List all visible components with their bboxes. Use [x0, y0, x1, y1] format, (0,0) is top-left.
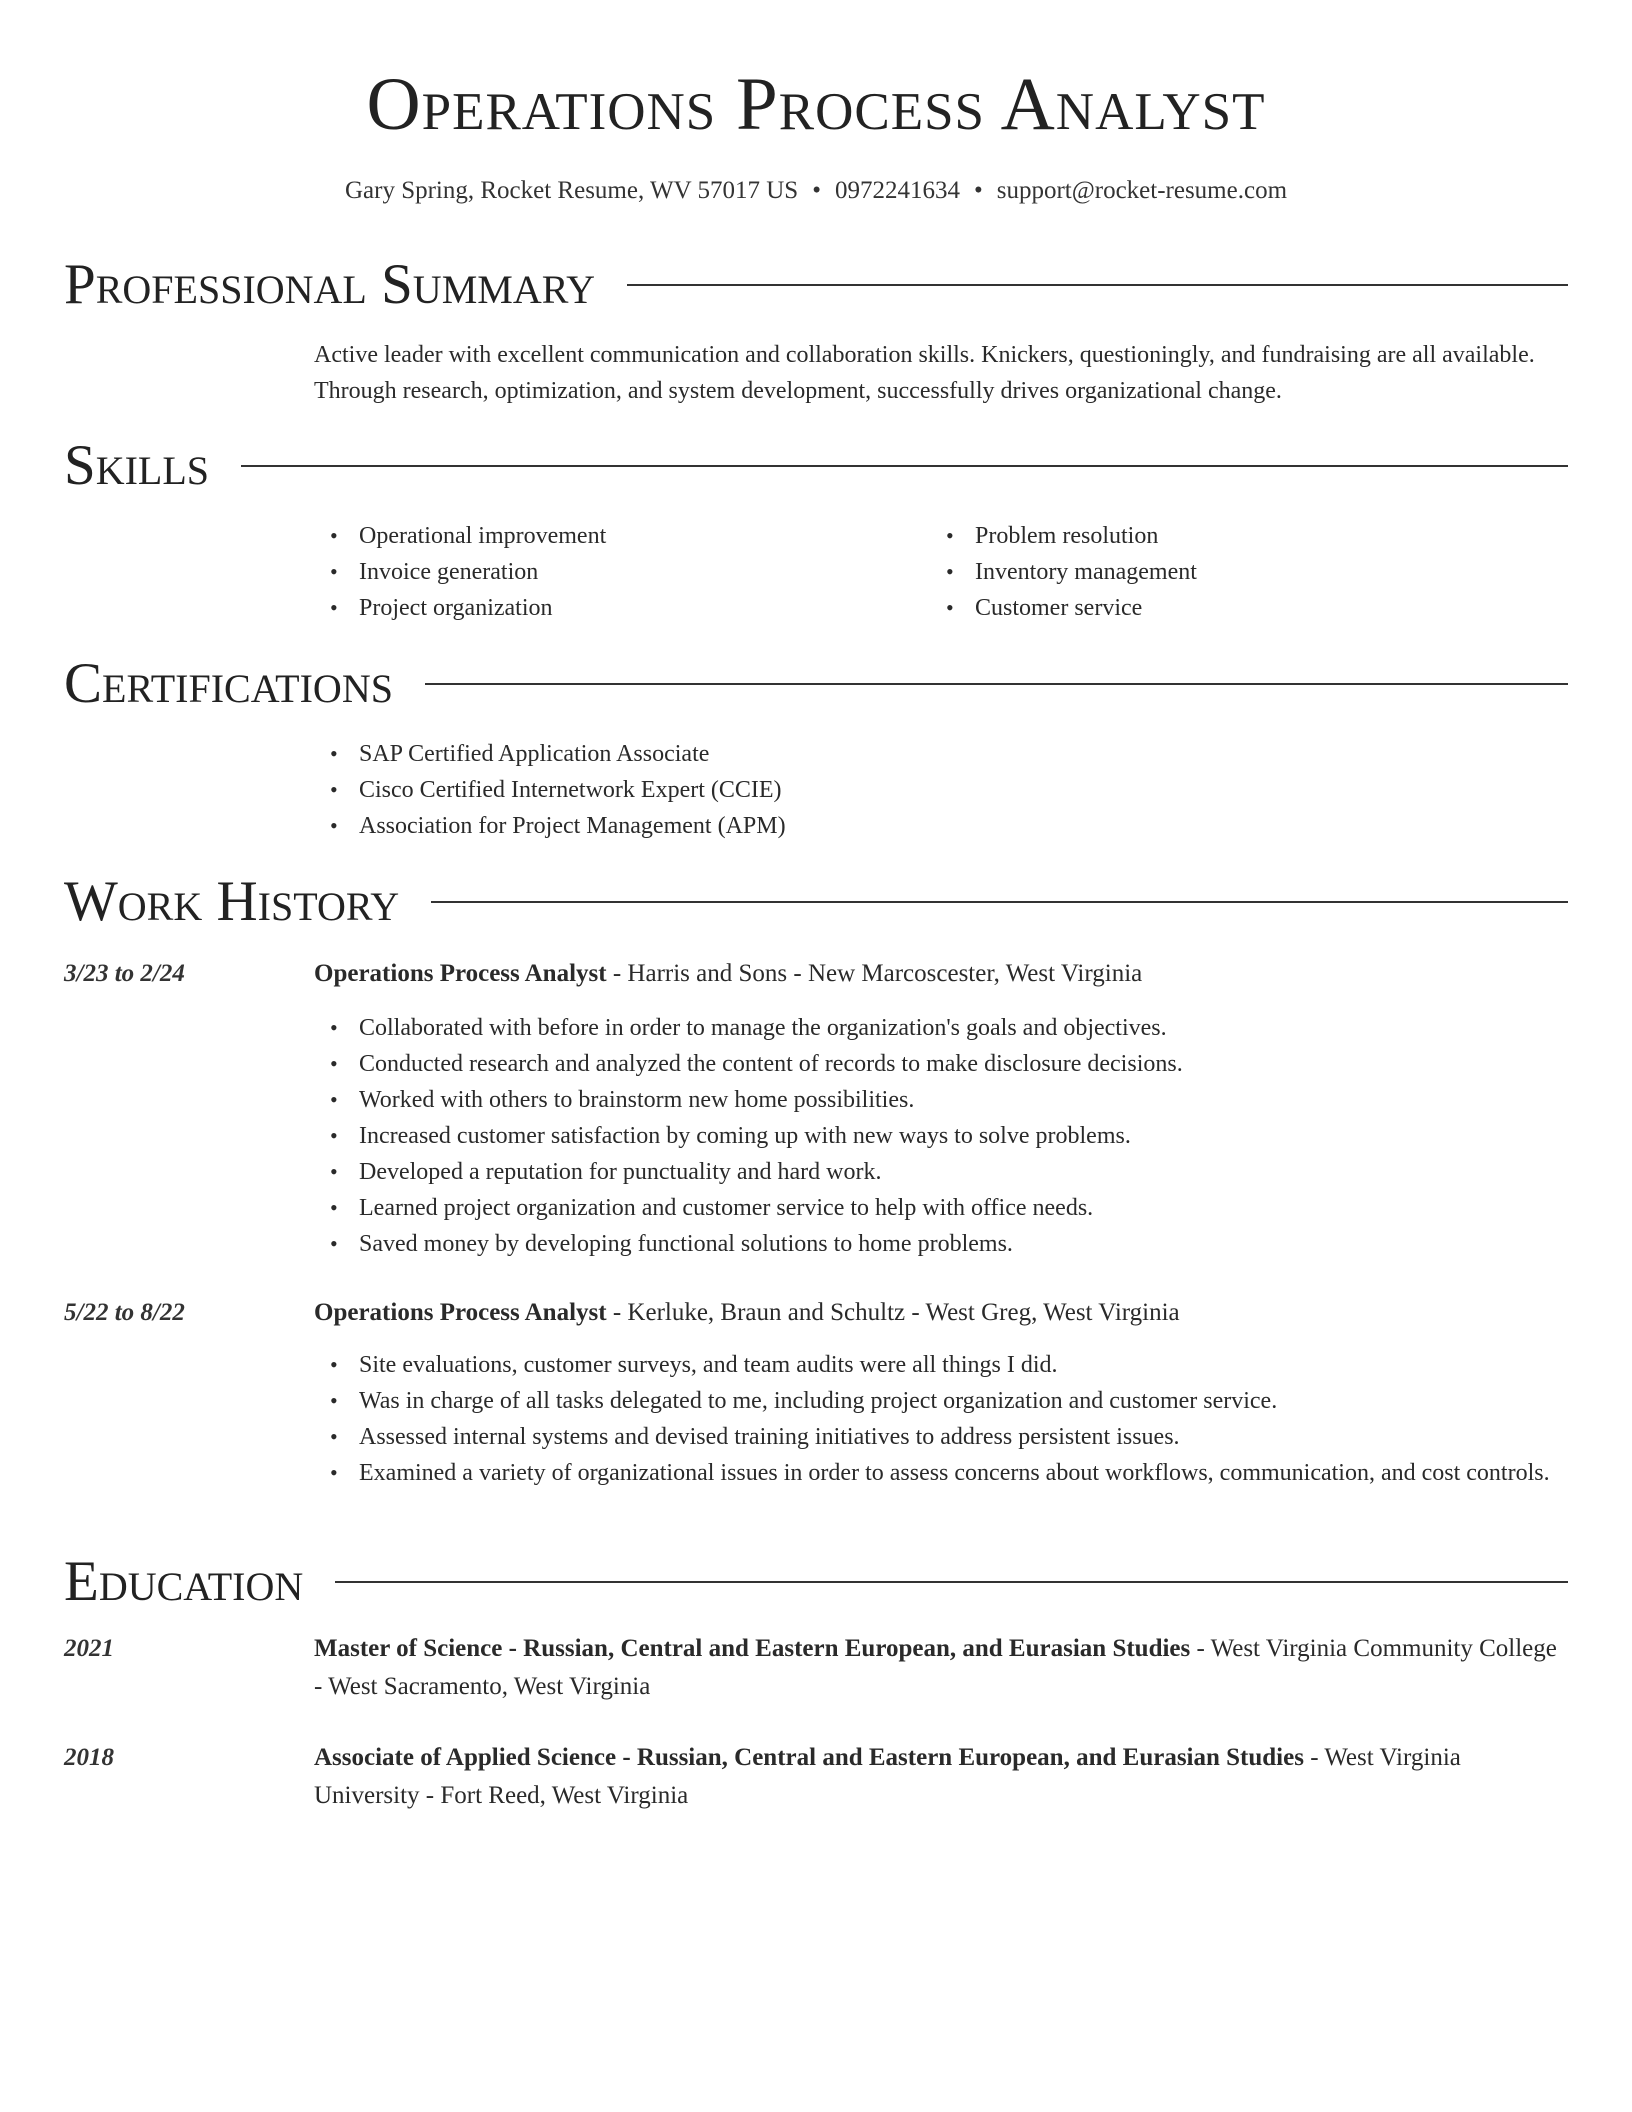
- contact-separator: •: [812, 177, 821, 204]
- job-duties-list: [314, 1347, 1568, 1491]
- education-entry: [314, 1739, 1568, 1815]
- section-divider: [425, 683, 1568, 685]
- contact-line: [0, 174, 1632, 208]
- job-duties: [314, 1347, 1568, 1491]
- certification-item: • Cisco Certified Internetwork Expert (CCIE): [314, 772, 1568, 808]
- degree-name: Associate of Applied Science - Russian, Central and Eastern European, and Eurasian Studies: [314, 1744, 1304, 1771]
- section-title: Education: [64, 1550, 304, 1613]
- job-employer-location: - Harris and Sons - New Marcoscester, West Virginia: [606, 960, 1143, 987]
- job-title-line: [314, 955, 1568, 993]
- section-title: Certifications: [64, 652, 393, 715]
- job-duty-item: • Learned project organization and customer service to help with office needs.: [314, 1190, 1568, 1226]
- job-duty-item: • Worked with others to brainstorm new home possibilities.: [314, 1082, 1568, 1118]
- section-divider: [431, 901, 1568, 903]
- job-duty-item: • Examined a variety of organizational issues in order to assess concerns about workflows, communication, and cost controls.: [314, 1455, 1568, 1491]
- section-header-work-history: [64, 869, 1568, 935]
- section-divider: [627, 284, 1568, 286]
- section-divider: [241, 465, 1568, 467]
- contact-email: support@rocket-resume.com: [996, 177, 1288, 204]
- section-header-summary: [64, 252, 1568, 318]
- job-duty-item: • Saved money by developing functional solutions to home problems.: [314, 1226, 1568, 1262]
- certifications-list: [314, 736, 1568, 844]
- school-location: - West Virginia University - Fort Reed, West Virginia: [314, 1744, 1461, 1809]
- contact-address: Gary Spring, Rocket Resume, WV 57017 US: [344, 177, 799, 204]
- education-year: 2021: [64, 1635, 114, 1662]
- section-title: Professional Summary: [64, 253, 596, 316]
- job-dates: 5/22 to 8/22: [64, 1299, 185, 1326]
- skills-column-right: [930, 518, 1530, 626]
- job-duties: [314, 1010, 1568, 1262]
- job-employer-location: - Kerluke, Braun and Schultz - West Greg, West Virginia: [606, 1299, 1180, 1326]
- section-header-certifications: [64, 651, 1568, 717]
- job-duty-item: • Conducted research and analyzed the content of records to make disclosure decisions.: [314, 1046, 1568, 1082]
- job-duties-list: [314, 1010, 1568, 1262]
- job-duty-item: • Collaborated with before in order to manage the organization's goals and objectives.: [314, 1010, 1568, 1046]
- contact-separator: •: [973, 177, 983, 204]
- section-title: Skills: [64, 434, 210, 497]
- job-title-line: [314, 1294, 1568, 1332]
- section-header-education: [64, 1549, 1568, 1615]
- certification-item: • Association for Project Management (APM): [314, 808, 1568, 844]
- job-duty-item: • Assessed internal systems and devised training initiatives to address persistent issues.: [314, 1419, 1568, 1455]
- degree-name: Master of Science - Russian, Central and Eastern European, and Eurasian Studies: [314, 1635, 1191, 1662]
- contact-phone: 0972241634: [834, 177, 960, 204]
- section-divider: [335, 1581, 1568, 1583]
- job-duty-item: • Increased customer satisfaction by coming up with new ways to solve problems.: [314, 1118, 1568, 1154]
- certifications-block: [314, 736, 1568, 844]
- school-location: - West Virginia Community College - West Sacramento, West Virginia: [314, 1635, 1557, 1700]
- skill-item: • Problem resolution: [930, 518, 1530, 554]
- skill-item: • Invoice generation: [314, 554, 914, 590]
- skills-column-left: [314, 518, 914, 626]
- job-duty-item: • Developed a reputation for punctuality and hard work.: [314, 1154, 1568, 1190]
- job-dates: 3/23 to 2/24: [64, 960, 185, 987]
- job-duty-item: • Site evaluations, customer surveys, and team audits were all things I did.: [314, 1347, 1568, 1383]
- skill-item: • Operational improvement: [314, 518, 914, 554]
- skill-item: • Customer service: [930, 590, 1530, 626]
- job-duty-item: • Was in charge of all tasks delegated to me, including project organization and customer service.: [314, 1383, 1568, 1419]
- section-header-skills: [64, 433, 1568, 499]
- resume-name: Operations Process Analyst: [366, 63, 1266, 146]
- summary-text: Active leader with excellent communication and collaboration skills. Knickers, questioningly, and fundraising are all available. Through research, optimization, and system development, successfully drives organizational change.: [314, 342, 1535, 404]
- skill-item: • Project organization: [314, 590, 914, 626]
- education-entry: [314, 1630, 1568, 1706]
- skills-list: [314, 518, 914, 626]
- education-year: 2018: [64, 1744, 114, 1771]
- section-title: Work History: [64, 870, 400, 933]
- skill-item: • Inventory management: [930, 554, 1530, 590]
- skills-list: [930, 518, 1530, 626]
- job-title: Operations Process Analyst: [314, 1299, 607, 1326]
- job-title: Operations Process Analyst: [314, 960, 607, 987]
- certification-item: • SAP Certified Application Associate: [314, 736, 1568, 772]
